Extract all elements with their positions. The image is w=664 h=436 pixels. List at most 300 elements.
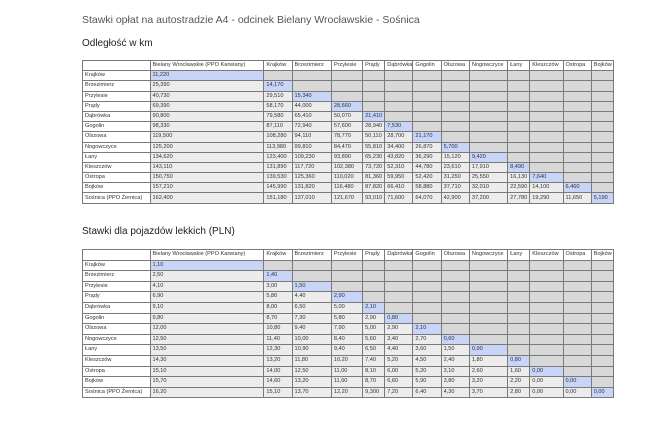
column-header: Brzezimierz [292, 61, 331, 71]
table-cell: 78,770 [331, 132, 362, 142]
empty-cell [591, 366, 613, 377]
empty-cell [591, 324, 613, 335]
table-cell: 93,010 [363, 193, 385, 203]
empty-cell [264, 260, 292, 271]
table-cell: 31,250 [441, 173, 469, 183]
table-cell: 98,330 [150, 122, 264, 132]
table-cell: 8,70 [363, 377, 385, 388]
empty-cell [591, 355, 613, 366]
table-cell: 14,170 [264, 81, 292, 91]
table-cell: 2,70 [413, 334, 441, 345]
empty-cell [563, 142, 591, 152]
table-cell: 1,80 [469, 355, 507, 366]
table-cell: 4,10 [150, 281, 264, 292]
fare-table [82, 249, 614, 398]
distance-table-title: Odległość w km [82, 38, 153, 49]
empty-cell [508, 132, 530, 142]
empty-cell [413, 302, 441, 313]
table-cell: 12,30 [264, 345, 292, 356]
empty-cell [441, 313, 469, 324]
table-cell: 12,50 [150, 334, 264, 345]
table-cell: 8,10 [363, 366, 385, 377]
column-header: Bielany Wrocławskie (PPO Karwiany) [150, 250, 264, 261]
table-cell: 23,610 [441, 162, 469, 172]
table-cell: 7,530 [385, 122, 413, 132]
empty-cell [441, 302, 469, 313]
empty-cell [331, 91, 362, 101]
table-row [83, 142, 614, 152]
empty-cell [563, 111, 591, 121]
empty-cell [591, 91, 613, 101]
table-cell: 6,50 [363, 345, 385, 356]
table-cell: 2,20 [508, 377, 530, 388]
table-cell: 162,400 [150, 193, 264, 203]
table-cell: 65,410 [292, 111, 331, 121]
table-row [83, 162, 614, 172]
empty-cell [331, 271, 362, 282]
table-cell: 11,40 [264, 334, 292, 345]
table-cell: 0,80 [508, 355, 530, 366]
empty-cell [331, 71, 362, 81]
empty-cell [363, 71, 385, 81]
column-header: Bojków [591, 61, 613, 71]
row-label: Bojków [83, 183, 151, 193]
empty-cell [591, 281, 613, 292]
table-cell: 13,20 [292, 377, 331, 388]
table-cell: 7,40 [363, 355, 385, 366]
empty-cell [441, 101, 469, 111]
empty-cell [591, 132, 613, 142]
table-row [83, 292, 614, 303]
table-cell: 3,10 [441, 366, 469, 377]
empty-cell [530, 81, 563, 91]
empty-cell [385, 271, 413, 282]
table-cell: 26,870 [413, 142, 441, 152]
page-title: Stawki opłat na autostradzie A4 - odcinek Bielany Wrocławskie - Sośnica [82, 14, 420, 26]
table-cell: 65,230 [363, 152, 385, 162]
table-cell: 13,70 [292, 387, 331, 398]
empty-cell [331, 260, 362, 271]
row-label: Łany [83, 152, 151, 162]
row-label: Prądy [83, 292, 151, 303]
table-cell: 72,940 [292, 122, 331, 132]
table-cell: 57,600 [331, 122, 362, 132]
row-label: Krajków [83, 260, 151, 271]
column-header: Olszowa [441, 61, 469, 71]
empty-cell [530, 101, 563, 111]
table-cell: 50,070 [331, 111, 362, 121]
empty-cell [385, 91, 413, 101]
table-cell: 123,400 [264, 152, 292, 162]
table-cell: 0,00 [591, 387, 613, 398]
empty-cell [441, 292, 469, 303]
empty-cell [591, 111, 613, 121]
empty-cell [591, 162, 613, 172]
table-cell: 11,220 [150, 71, 264, 81]
table-cell: 2,80 [508, 387, 530, 398]
empty-cell [563, 162, 591, 172]
table-cell: 58,170 [264, 101, 292, 111]
empty-cell [563, 260, 591, 271]
empty-cell [563, 101, 591, 111]
empty-cell [563, 324, 591, 335]
table-cell: 0,60 [441, 334, 469, 345]
column-header: Kleszczów [530, 250, 563, 261]
empty-cell [530, 152, 563, 162]
table-cell: 44,780 [413, 162, 441, 172]
column-header: Nogowczyce [469, 250, 507, 261]
empty-cell [530, 142, 563, 152]
table-row [83, 281, 614, 292]
table-cell: 84,470 [331, 142, 362, 152]
table-cell: 14,60 [264, 377, 292, 388]
table-row [83, 111, 614, 121]
table-cell: 3,70 [469, 387, 507, 398]
empty-cell [530, 324, 563, 335]
empty-cell [441, 91, 469, 101]
empty-cell [413, 81, 441, 91]
table-cell: 4,50 [413, 355, 441, 366]
table-cell: 10,90 [292, 345, 331, 356]
empty-cell [508, 81, 530, 91]
row-label: Olszowa [83, 324, 151, 335]
column-header: Łany [508, 61, 530, 71]
empty-cell [530, 271, 563, 282]
table-cell: 2,60 [469, 366, 507, 377]
table-cell: 12,20 [331, 387, 362, 398]
table-cell: 6,00 [385, 366, 413, 377]
empty-cell [385, 281, 413, 292]
empty-cell [385, 101, 413, 111]
table-cell: 28,940 [363, 122, 385, 132]
empty-cell [469, 81, 507, 91]
table-cell: 10,20 [331, 355, 362, 366]
column-header: Ostropa [563, 61, 591, 71]
column-header: Przylesie [331, 250, 362, 261]
empty-cell [441, 122, 469, 132]
row-label: Nogowczyce [83, 334, 151, 345]
table-cell: 13,50 [150, 345, 264, 356]
empty-cell [508, 91, 530, 101]
empty-cell [441, 132, 469, 142]
table-cell: 43,820 [385, 152, 413, 162]
column-header: Prądy [363, 250, 385, 261]
column-header: Łany [508, 250, 530, 261]
table-cell: 4,40 [292, 292, 331, 303]
empty-cell [413, 111, 441, 121]
table-cell: 7,20 [385, 387, 413, 398]
table-cell: 12,00 [150, 324, 264, 335]
empty-cell [385, 71, 413, 81]
table-cell: 16,130 [508, 173, 530, 183]
table-cell: 9,300 [363, 387, 385, 398]
empty-cell [469, 71, 507, 81]
row-label: Sośnica (PPO Żernica) [83, 387, 151, 398]
empty-cell [530, 71, 563, 81]
table-cell: 52,420 [413, 173, 441, 183]
table-row [83, 173, 614, 183]
table-cell: 3,00 [264, 281, 292, 292]
empty-cell [469, 91, 507, 101]
empty-cell [469, 302, 507, 313]
empty-cell [563, 91, 591, 101]
empty-cell [591, 142, 613, 152]
table-cell: 10,00 [292, 334, 331, 345]
table-cell: 25,390 [150, 81, 264, 91]
table-cell: 14,100 [530, 183, 563, 193]
table-cell: 143,110 [150, 162, 264, 172]
table-cell: 151,180 [264, 193, 292, 203]
row-label: Gogolin [83, 313, 151, 324]
row-label: Przylesie [83, 281, 151, 292]
empty-cell [530, 132, 563, 142]
empty-cell [563, 271, 591, 282]
table-cell: 0,80 [385, 313, 413, 324]
table-cell: 73,720 [363, 162, 385, 172]
table-cell: 137,010 [292, 193, 331, 203]
empty-cell [508, 260, 530, 271]
table-cell: 11,80 [292, 355, 331, 366]
empty-cell [363, 281, 385, 292]
empty-cell [413, 271, 441, 282]
empty-cell [508, 271, 530, 282]
empty-cell [413, 71, 441, 81]
table-cell: 8,40 [331, 334, 362, 345]
empty-cell [292, 71, 331, 81]
table-cell: 25,550 [469, 173, 507, 183]
table-cell: 6,40 [413, 387, 441, 398]
table-cell: 5,60 [363, 334, 385, 345]
table-cell: 134,620 [150, 152, 264, 162]
table-cell: 71,600 [385, 193, 413, 203]
row-label: Gogolin [83, 122, 151, 132]
table-cell: 19,290 [530, 193, 563, 203]
empty-cell [563, 122, 591, 132]
row-label: Kleszczów [83, 355, 151, 366]
table-cell: 28,700 [385, 132, 413, 142]
table-row [83, 71, 614, 81]
empty-cell [508, 345, 530, 356]
empty-cell [591, 302, 613, 313]
empty-cell [591, 71, 613, 81]
table-cell: 1,40 [264, 271, 292, 282]
table-row [83, 193, 614, 203]
table-row [83, 101, 614, 111]
empty-cell [292, 271, 331, 282]
column-header: Bielany Wrocławskie (PPO Karwiany) [150, 61, 264, 71]
table-cell: 3,60 [413, 345, 441, 356]
column-header: Olszowa [441, 250, 469, 261]
column-header: Przylesie [331, 61, 362, 71]
table-cell: 66,410 [385, 183, 413, 193]
empty-cell [591, 377, 613, 388]
empty-cell [508, 142, 530, 152]
table-cell: 11,60 [331, 377, 362, 388]
empty-cell [441, 71, 469, 81]
row-label: Ostropa [83, 173, 151, 183]
table-row [83, 132, 614, 142]
table-cell: 55,810 [363, 142, 385, 152]
table-row [83, 366, 614, 377]
table-cell: 14,30 [150, 355, 264, 366]
empty-cell [469, 324, 507, 335]
table-row [83, 271, 614, 282]
table-cell: 69,390 [150, 101, 264, 111]
table-cell: 119,500 [150, 132, 264, 142]
table-cell: 5,00 [363, 324, 385, 335]
table-cell: 0,00 [530, 366, 563, 377]
table-cell: 93,890 [331, 152, 362, 162]
table-cell: 121,670 [331, 193, 362, 203]
table-cell: 37,200 [469, 193, 507, 203]
table-row [83, 122, 614, 132]
empty-cell [363, 271, 385, 282]
empty-cell [385, 260, 413, 271]
column-header: Kleszczów [530, 61, 563, 71]
table-cell: 9,10 [150, 302, 264, 313]
empty-cell [508, 101, 530, 111]
table-row [83, 183, 614, 193]
empty-cell [591, 101, 613, 111]
empty-cell [563, 366, 591, 377]
table-row [83, 81, 614, 91]
table-row [83, 302, 614, 313]
table-cell: 131,820 [292, 183, 331, 193]
empty-cell [591, 173, 613, 183]
empty-cell [469, 101, 507, 111]
table-cell: 6,460 [563, 183, 591, 193]
table-cell: 2,40 [441, 355, 469, 366]
empty-cell [530, 334, 563, 345]
table-cell: 0,00 [563, 387, 591, 398]
empty-cell [508, 302, 530, 313]
empty-cell [469, 132, 507, 142]
table-cell: 131,890 [264, 162, 292, 172]
table-cell: 21,170 [413, 132, 441, 142]
empty-cell [413, 91, 441, 101]
table-cell: 87,110 [264, 122, 292, 132]
table-cell: 9,40 [292, 324, 331, 335]
table-cell: 110,020 [331, 173, 362, 183]
empty-cell [591, 183, 613, 193]
empty-cell [563, 313, 591, 324]
column-header: Ostropa [563, 250, 591, 261]
empty-cell [563, 355, 591, 366]
empty-cell [591, 345, 613, 356]
column-header: Gogolin [413, 61, 441, 71]
table-cell: 28,660 [331, 101, 362, 111]
table-cell: 150,750 [150, 173, 264, 183]
empty-cell [441, 111, 469, 121]
empty-cell [363, 81, 385, 91]
empty-cell [413, 260, 441, 271]
empty-cell [469, 281, 507, 292]
empty-cell [385, 292, 413, 303]
table-cell: 44,000 [292, 101, 331, 111]
table-cell: 99,810 [292, 142, 331, 152]
table-cell: 5,90 [413, 377, 441, 388]
table-corner-cell [83, 61, 151, 71]
table-cell: 2,90 [331, 292, 362, 303]
empty-cell [385, 302, 413, 313]
table-cell: 125,200 [150, 142, 264, 152]
row-label: Krajków [83, 71, 151, 81]
empty-cell [363, 101, 385, 111]
empty-cell [508, 292, 530, 303]
table-cell: 7,640 [530, 173, 563, 183]
column-header: Krajków [264, 61, 292, 71]
row-label: Brzezimierz [83, 271, 151, 282]
row-label: Olszowa [83, 132, 151, 142]
empty-cell [530, 111, 563, 121]
column-header: Brzezimierz [292, 250, 331, 261]
empty-cell [563, 132, 591, 142]
table-cell: 2,90 [385, 324, 413, 335]
empty-cell [563, 345, 591, 356]
empty-cell [441, 271, 469, 282]
table-row [83, 387, 614, 398]
empty-cell [413, 292, 441, 303]
table-cell: 79,580 [264, 111, 292, 121]
empty-cell [469, 142, 507, 152]
empty-cell [530, 91, 563, 101]
table-cell: 108,280 [264, 132, 292, 142]
table-cell: 2,10 [413, 324, 441, 335]
empty-cell [591, 122, 613, 132]
table-cell: 5,80 [331, 313, 362, 324]
row-label: Łany [83, 345, 151, 356]
table-cell: 40,730 [150, 91, 264, 101]
column-header: Bojków [591, 250, 613, 261]
fare-table-body [83, 250, 614, 398]
table-cell: 8,70 [264, 313, 292, 324]
table-cell: 2,10 [363, 302, 385, 313]
empty-cell [591, 271, 613, 282]
table-cell: 116,480 [331, 183, 362, 193]
empty-cell [591, 313, 613, 324]
empty-cell [363, 292, 385, 303]
empty-cell [508, 111, 530, 121]
empty-cell [413, 101, 441, 111]
table-cell: 15,10 [264, 387, 292, 398]
table-cell: 5,190 [591, 193, 613, 203]
table-cell: 113,980 [264, 142, 292, 152]
row-label: Kleszczów [83, 162, 151, 172]
table-cell: 1,50 [292, 281, 331, 292]
fare-table-title: Stawki dla pojazdów lekkich (PLN) [82, 226, 235, 237]
table-cell: 2,50 [150, 271, 264, 282]
empty-cell [508, 71, 530, 81]
empty-cell [591, 334, 613, 345]
empty-cell [530, 345, 563, 356]
column-header: Dąbrówka [385, 61, 413, 71]
table-row [83, 313, 614, 324]
empty-cell [413, 313, 441, 324]
table-cell: 0,00 [530, 387, 563, 398]
table-cell: 36,290 [413, 152, 441, 162]
row-label: Sośnica (PPO Żernica) [83, 193, 151, 203]
empty-cell [363, 260, 385, 271]
table-cell: 3,40 [385, 334, 413, 345]
table-cell: 1,60 [508, 366, 530, 377]
table-cell: 11,00 [331, 366, 362, 377]
table-cell: 64,070 [413, 193, 441, 203]
table-row [83, 377, 614, 388]
row-label: Bojków [83, 377, 151, 388]
table-cell: 22,590 [508, 183, 530, 193]
table-cell: 50,110 [363, 132, 385, 142]
table-cell: 9,40 [331, 345, 362, 356]
